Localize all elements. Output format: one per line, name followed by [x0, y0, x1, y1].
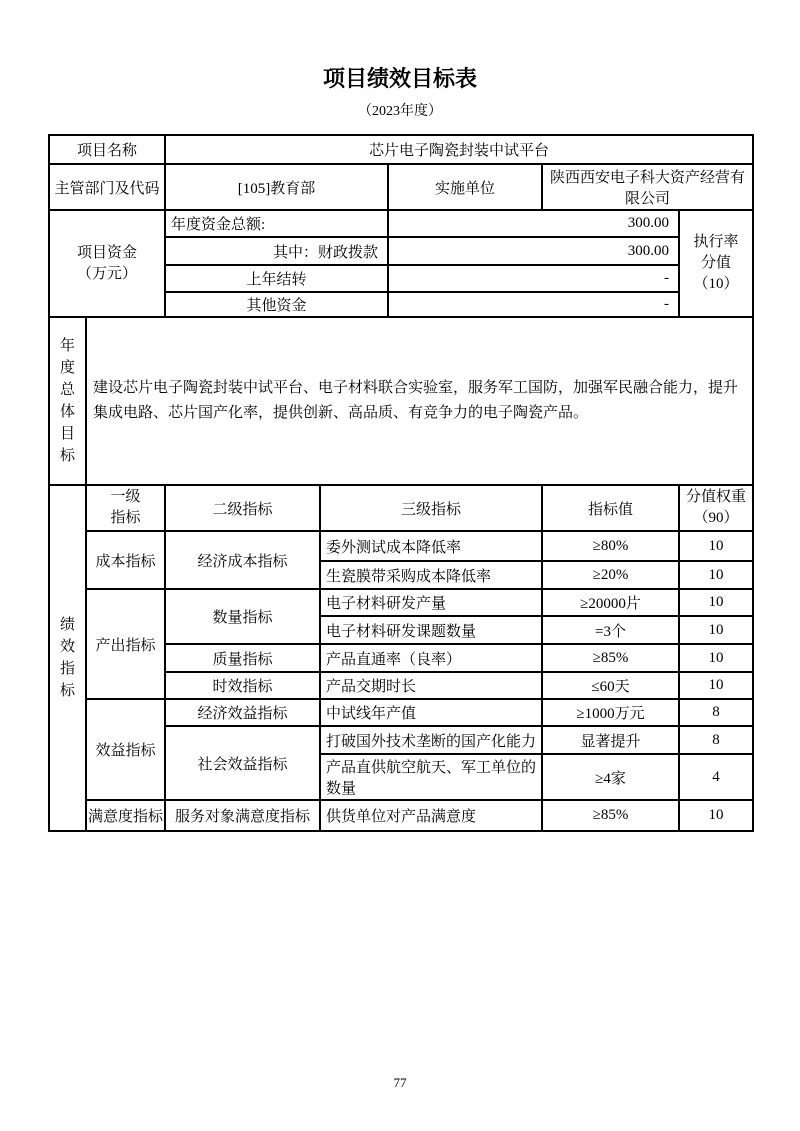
l1-cost: 成本指标 [86, 531, 165, 589]
exec-rate-line: 执行率 [693, 234, 739, 250]
indicator-value: =3个 [542, 616, 679, 644]
l2-quality: 质量指标 [165, 644, 320, 672]
l3-indicator: 电子材料研发课题数量 [320, 616, 542, 644]
indicator-value: ≥85% [542, 644, 679, 672]
indicator-weight: 10 [679, 531, 753, 561]
indicator-value: ≥85% [542, 800, 679, 831]
page-number: 77 [393, 1075, 407, 1090]
table-row [49, 317, 753, 485]
indicator-value: ≥20% [542, 561, 679, 589]
funding-fiscal-label: 其中：财政拨款 [165, 237, 388, 265]
l3-indicator: 电子材料研发产量 [320, 589, 542, 616]
table-row [49, 531, 753, 561]
l3-indicator: 打破国外技术垄断的国产化能力 [320, 726, 542, 754]
col-header-value: 指标值 [542, 485, 679, 531]
indicator-weight: 10 [679, 800, 753, 831]
table-row [49, 800, 753, 831]
project-name-label: 项目名称 [49, 135, 165, 164]
l3-indicator: 生瓷膜带采购成本降低率 [320, 561, 542, 589]
indicator-weight: 10 [679, 644, 753, 672]
dept-code-value: [105]教育部 [165, 164, 388, 210]
funding-other-label: 其他资金 [165, 292, 388, 317]
l3-indicator: 委外测试成本降低率 [320, 531, 542, 561]
col-header-level2: 二级指标 [165, 485, 320, 531]
indicator-value: ≥20000片 [542, 589, 679, 616]
l3-indicator: 产品交期时长 [320, 672, 542, 699]
l1-output: 产出指标 [86, 589, 165, 699]
indicator-weight: 8 [679, 726, 753, 754]
funding-fiscal-value: 300.00 [388, 237, 679, 265]
funding-total-value: 300.00 [388, 210, 679, 237]
l2-timeliness: 时效指标 [165, 672, 320, 699]
performance-target-table [48, 134, 754, 832]
table-row [49, 135, 753, 164]
funding-carryover-label: 上年结转 [165, 265, 388, 292]
table-row [49, 210, 753, 237]
exec-rate-score-cell [679, 210, 753, 317]
l3-indicator: 产品直通率（良率） [320, 644, 542, 672]
l3-indicator: 产品直供航空航天、军工单位的数量 [320, 754, 542, 800]
page-title: 项目绩效目标表 [322, 66, 477, 91]
funding-other-value: - [388, 292, 679, 317]
project-name-value: 芯片电子陶瓷封装中试平台 [165, 135, 753, 164]
col-header-level1: 一级 指标 [86, 485, 165, 531]
l2-social-benefit: 社会效益指标 [165, 726, 320, 800]
col-header-level3: 三级指标 [320, 485, 542, 531]
indicator-value: ≥1000万元 [542, 699, 679, 726]
indicator-weight: 10 [679, 589, 753, 616]
l2-quantity: 数量指标 [165, 589, 320, 644]
l2-econ-cost: 经济成本指标 [165, 531, 320, 589]
annual-goal-content: 建设芯片电子陶瓷封装中试平台、电子材料联合实验室，服务军工国防，加强军民融合能力，提升集成电路、芯片国产化率，提供创新、高品质、有竞争力的电子陶瓷产品。 [86, 317, 753, 485]
l1-benefit: 效益指标 [86, 699, 165, 800]
funding-section-label [49, 210, 165, 317]
col-header-weight: 分值权重 （90） [679, 485, 753, 531]
table-row [49, 589, 753, 616]
dept-label: 主管部门及代码 [49, 164, 165, 210]
exec-rate-line: 分值 [701, 255, 732, 271]
funding-label-line: （万元） [77, 265, 138, 282]
l2-service-satisfaction: 服务对象满意度指标 [165, 800, 320, 831]
indicator-value: ≥80% [542, 531, 679, 561]
indicators-section-label: 绩效指标 [49, 485, 86, 831]
l1-satisfaction: 满意度指标 [86, 800, 165, 831]
page-subtitle: （2023年度） [358, 104, 442, 119]
indicator-value: ≥4家 [542, 754, 679, 800]
funding-label-line: 项目资金 [77, 244, 138, 261]
table-row [49, 699, 753, 726]
impl-unit-value: 陕西西安电子科大资产经营有限公司 [542, 164, 753, 210]
indicator-weight: 10 [679, 616, 753, 644]
indicator-weight: 4 [679, 754, 753, 800]
indicator-weight: 10 [679, 672, 753, 699]
l3-indicator: 中试线年产值 [320, 699, 542, 726]
annual-goal-label: 年度总体目标 [49, 317, 86, 485]
exec-rate-line: （10） [693, 276, 739, 292]
l3-indicator: 供货单位对产品满意度 [320, 800, 542, 831]
indicator-value: ≤60天 [542, 672, 679, 699]
impl-unit-label: 实施单位 [388, 164, 542, 210]
l2-econ-benefit: 经济效益指标 [165, 699, 320, 726]
table-row [49, 485, 753, 531]
indicator-value: 显著提升 [542, 726, 679, 754]
indicator-weight: 10 [679, 561, 753, 589]
table-row [49, 164, 753, 210]
indicator-weight: 8 [679, 699, 753, 726]
funding-carryover-value: - [388, 265, 679, 292]
funding-total-label: 年度资金总额: [165, 210, 388, 237]
